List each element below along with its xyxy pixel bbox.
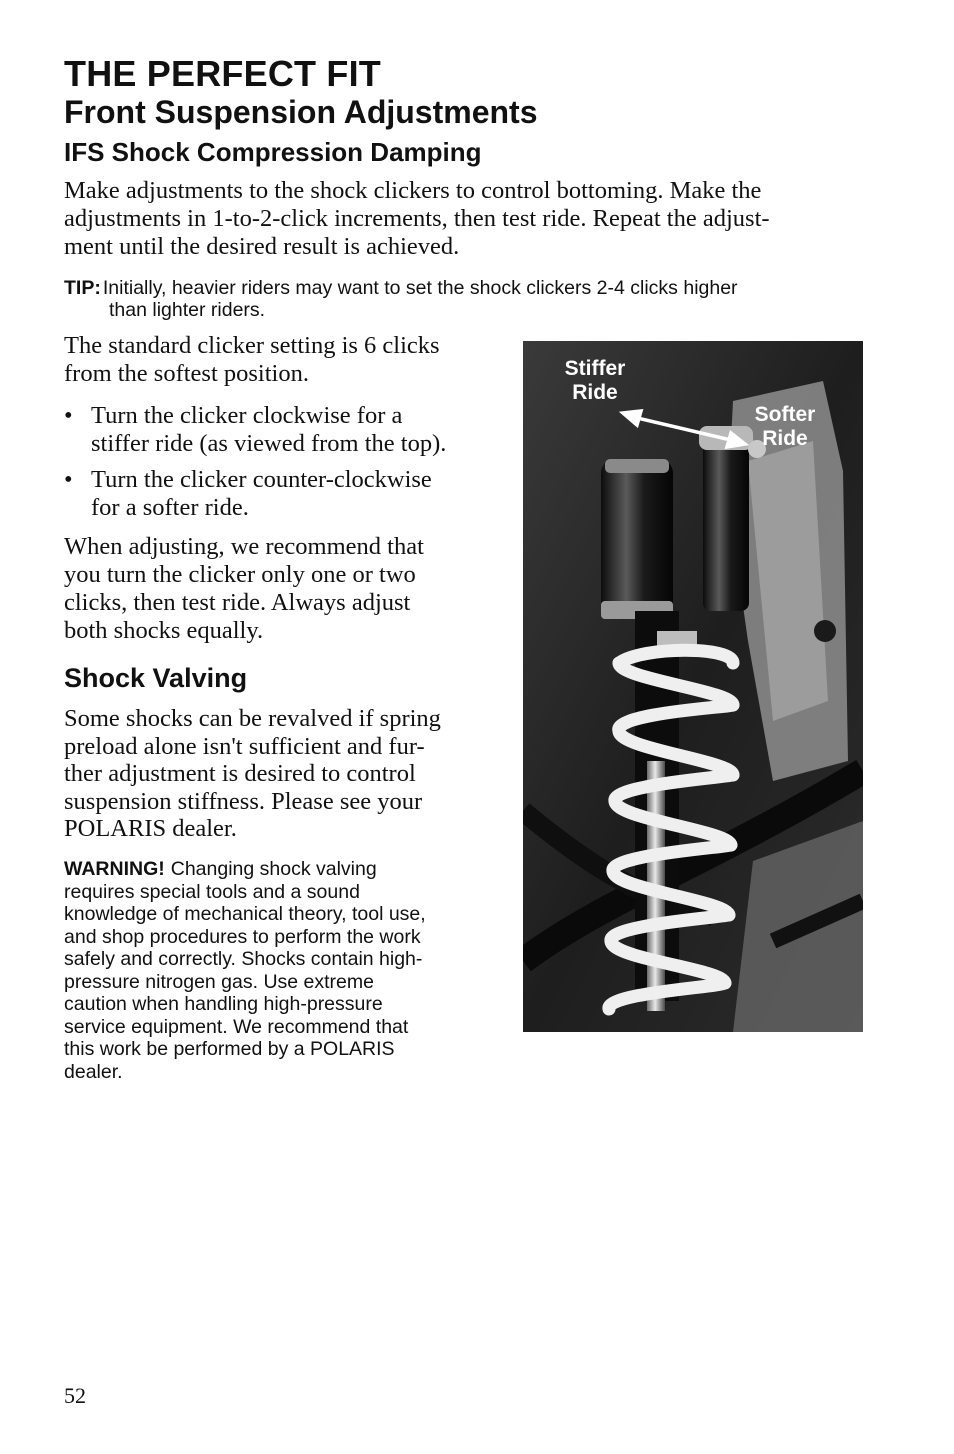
tip-line: than lighter riders.	[109, 299, 266, 321]
bullet-line: Turn the clicker counter-clockwise	[91, 466, 432, 493]
bullet-line: Turn the clicker clockwise for a	[91, 402, 403, 429]
shock-photo	[523, 341, 863, 1032]
valving-paragraph	[64, 705, 504, 843]
shock-body	[703, 441, 749, 611]
text-line: preload alone isn't sufficient and fur-	[64, 732, 425, 760]
intro-line: adjustments in 1-to-2-click increments, then test ride. Repeat the adjust-	[64, 205, 770, 232]
text-line: clicks, then test ride. Always adjust	[64, 589, 411, 616]
tip-note	[64, 277, 864, 321]
warning-line: knowledge of mechanical theory, tool use,	[64, 903, 426, 925]
page-number: 52	[64, 1383, 86, 1408]
warning-line: pressure nitrogen gas. Use extreme	[64, 970, 374, 993]
section-title: Front Suspension Adjustments	[64, 94, 538, 130]
intro-line: ment until the desired result is achieved.	[64, 233, 460, 260]
standard-setting-paragraph	[64, 332, 504, 388]
adjusting-paragraph	[64, 533, 504, 645]
warning-note	[64, 858, 494, 1083]
bullet-line: stiffer ride (as viewed from the top).	[91, 430, 447, 457]
tip-label: TIP:	[64, 277, 101, 299]
label-line: Stiffer	[564, 357, 626, 380]
text-line: Some shocks can be revalved if spring	[64, 705, 441, 732]
text-line: ther adjustment is desired to control	[64, 760, 416, 788]
bullet-line: for a softer ride.	[91, 494, 249, 521]
bullet-item	[64, 466, 504, 522]
shock-valving-heading: Shock Valving	[64, 663, 248, 693]
stiffer-ride-label	[545, 357, 645, 405]
label-line: Ride	[572, 381, 618, 404]
label-line: Softer	[754, 403, 816, 426]
bracket-hole	[814, 620, 836, 642]
bullet-icon: •	[64, 402, 73, 429]
text-line: POLARIS dealer.	[64, 815, 237, 843]
warning-line: dealer.	[64, 1060, 123, 1083]
text-line: from the softest position.	[64, 360, 309, 387]
warning-label: WARNING!	[64, 858, 165, 880]
adjustment-bullet-list	[64, 402, 504, 530]
text-line: The standard clicker setting is 6 clicks	[64, 332, 440, 359]
warning-line: Changing shock valving	[170, 858, 377, 880]
warning-line: requires special tools and a sound	[64, 880, 360, 903]
bullet-item	[64, 402, 504, 458]
intro-paragraph	[64, 177, 864, 261]
warning-line: service equipment. We recommend that	[64, 1015, 409, 1038]
warning-line: safely and correctly. Shocks contain high-	[64, 948, 423, 970]
page-title: THE PERFECT FIT	[64, 53, 381, 94]
text-line: both shocks equally.	[64, 617, 264, 644]
text-line: you turn the clicker only one or two	[64, 561, 416, 588]
bullet-icon: •	[64, 466, 73, 493]
text-line: suspension stiffness. Please see your	[64, 787, 423, 815]
tip-line: Initially, heavier riders may want to set the shock clickers 2-4 clicks higher	[102, 277, 738, 299]
softer-ride-label	[735, 403, 835, 451]
warning-line: caution when handling high-pressure	[64, 993, 383, 1015]
warning-line: and shop procedures to perform the work	[64, 925, 421, 948]
warning-line: this work be performed by a POLARIS	[64, 1038, 395, 1060]
subsection-heading: IFS Shock Compression Damping	[64, 137, 482, 167]
shock-reservoir	[601, 459, 673, 619]
intro-line: Make adjustments to the shock clickers to control bottoming. Make the	[64, 177, 762, 204]
label-line: Ride	[762, 427, 808, 450]
reservoir-top	[605, 459, 669, 473]
text-line: When adjusting, we recommend that	[64, 533, 424, 560]
